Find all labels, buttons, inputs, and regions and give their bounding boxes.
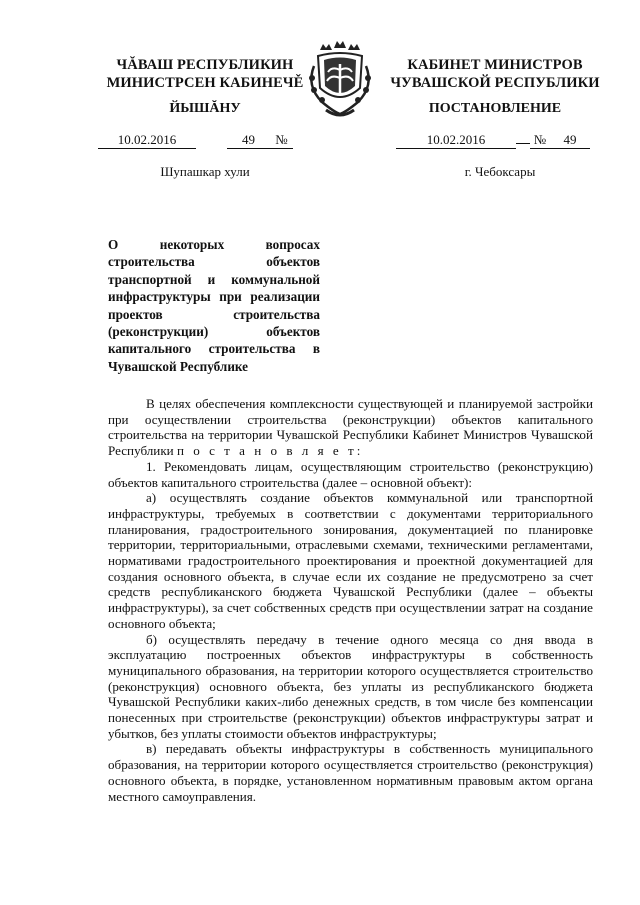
body-paragraph-v: в) передавать объекты инфраструктуры в собственность муниципального образования, на территории которого осуществляется строительство (реконструкция) основного объекта, в порядке, установленном нормативным правовым актом органа местного самоуправления. bbox=[108, 741, 593, 804]
right-place: г. Чебоксары bbox=[464, 164, 536, 179]
chuvash-emblem-icon bbox=[300, 36, 380, 126]
document-body bbox=[108, 396, 593, 804]
left-number: 49 bbox=[227, 132, 271, 149]
right-date: 10.02.2016 bbox=[396, 132, 516, 149]
right-date-number-line bbox=[396, 132, 590, 150]
right-header-line2: ЧУВАШСКОЙ РЕСПУБЛИКИ bbox=[390, 75, 600, 91]
body-paragraph-a: а) осуществлять создание объектов коммунальной или транспортной инфраструктуры, требуемых в соответствии с документами территориального планирования, градостроительного зонирования, документацией по планировке территории, территориальными, отраслевыми схемами, техническими регламентами, нормативами градостроительного проектирования и проектной документацией для создания основного объекта, в случае если их создание не предусмотрено за счет средств республиканского бюджета Чувашской Республики (далее – объекты инфраструктуры), за счет собственных средств при осуществлении затрат на создание основного объекта; bbox=[108, 490, 593, 631]
left-date: 10.02.2016 bbox=[98, 132, 196, 149]
body-intro-text: В целях обеспечения комплексности существующей и планируемой застройки при осуществлении строительства (реконструкции) объектов капитального строительства на территории Чувашской Республики Кабинет Министров Чувашской Республики bbox=[108, 396, 593, 459]
right-number: 49 bbox=[550, 132, 590, 149]
left-doc-type: ЙЫШĂНУ bbox=[169, 101, 241, 116]
left-header bbox=[100, 56, 310, 92]
document-title: О некоторых вопросах строительства объектов транспортной и коммунальной инфраструктуры при реализации проектов строительства (реконструкции) объектов капитального строительства в Чувашской Республике bbox=[108, 237, 320, 374]
body-intro bbox=[108, 396, 593, 459]
left-place: Шупашкар хули bbox=[160, 164, 250, 179]
right-header bbox=[382, 56, 608, 92]
body-paragraph-b: б) осуществлять передачу в течение одного месяца со дня ввода в эксплуатацию построенных объектов инфраструктуры в собственность муниципального образования, на территории которого осуществляется строительство (реконструкция) основного объекта, без уплаты из республиканского бюджета Чувашской Республики каких-либо денежных средств, в том числе без компенсации понесенных при строительстве (реконструкции) объектов инфраструктуры затрат и убытков, без уплаты стоимости объектов инфраструктуры; bbox=[108, 631, 593, 741]
right-header-line1: КАБИНЕТ МИНИСТРОВ bbox=[407, 57, 583, 73]
left-date-number-line bbox=[98, 132, 293, 150]
left-number-sign: № bbox=[271, 132, 293, 149]
body-resolves: п о с т а н о в л я е т: bbox=[176, 443, 364, 459]
left-header-line2: МИНИСТРСЕН КАБИНЕЧĚ bbox=[106, 75, 304, 91]
left-header-line1: ЧĂВАШ РЕСПУБЛИКИН bbox=[116, 57, 294, 73]
right-doc-type: ПОСТАНОВЛЕНИЕ bbox=[428, 101, 562, 116]
right-number-sign: № bbox=[530, 132, 550, 149]
body-paragraph-1: 1. Рекомендовать лицам, осуществляющим строительство (реконструкцию) объектов капитального строительства (далее – основной объект): bbox=[108, 458, 593, 490]
